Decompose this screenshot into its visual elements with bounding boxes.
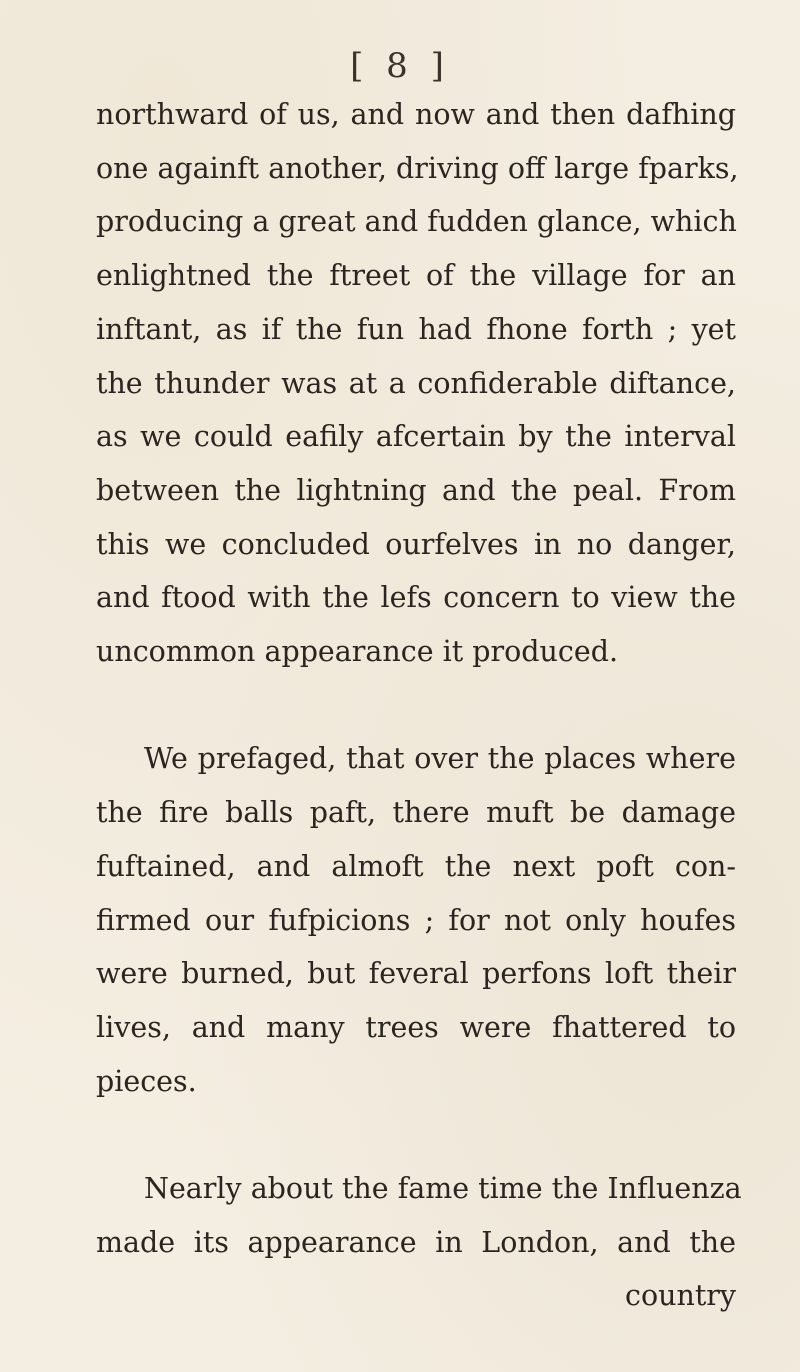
text-line: made its appearance in London, and the — [96, 1225, 736, 1259]
text-line: firmed our fufpicions ; for not only houfes — [96, 903, 736, 937]
body-text — [96, 88, 742, 1323]
catchword: country — [624, 1279, 736, 1313]
text-line: were burned, but feveral perfons loft their — [96, 957, 736, 991]
text-line: lives, and many trees were fhattered to — [96, 1010, 736, 1044]
text-line: enlightned the ftreet of the village for an — [96, 259, 736, 293]
text-line: We prefaged, that over the places where — [144, 742, 736, 776]
text-line: fuftained, and almoft the next poft con- — [96, 849, 736, 883]
text-line: inftant, as if the fun had fhone forth ; yet — [96, 312, 736, 346]
text-line: this we concluded ourfelves in no danger, — [96, 527, 736, 561]
text-line: Nearly about the fame time the Influenza — [144, 1172, 742, 1206]
text-line: producing a great and fudden glance, which — [96, 205, 737, 239]
paragraph-gap — [96, 1108, 736, 1162]
text-line: the fire balls paft, there muft be damage — [96, 796, 736, 830]
text-line: northward of us, and now and then dafhing — [96, 98, 736, 131]
text-line: and ftood with the lefs concern to view the — [96, 581, 736, 615]
text-line: pieces. — [96, 1064, 197, 1098]
page-number: [ 8 ] — [350, 46, 450, 86]
text-line: as we could eafily afcertain by the interval — [96, 420, 736, 454]
paragraph-gap — [96, 679, 736, 733]
text-line: one againft another, driving off large fparks, — [96, 151, 739, 185]
text-line: uncommon appearance it produced. — [96, 635, 619, 669]
text-line: the thunder was at a confiderable diftance, — [96, 366, 736, 400]
text-line: between the lightning and the peal. From — [96, 473, 736, 507]
